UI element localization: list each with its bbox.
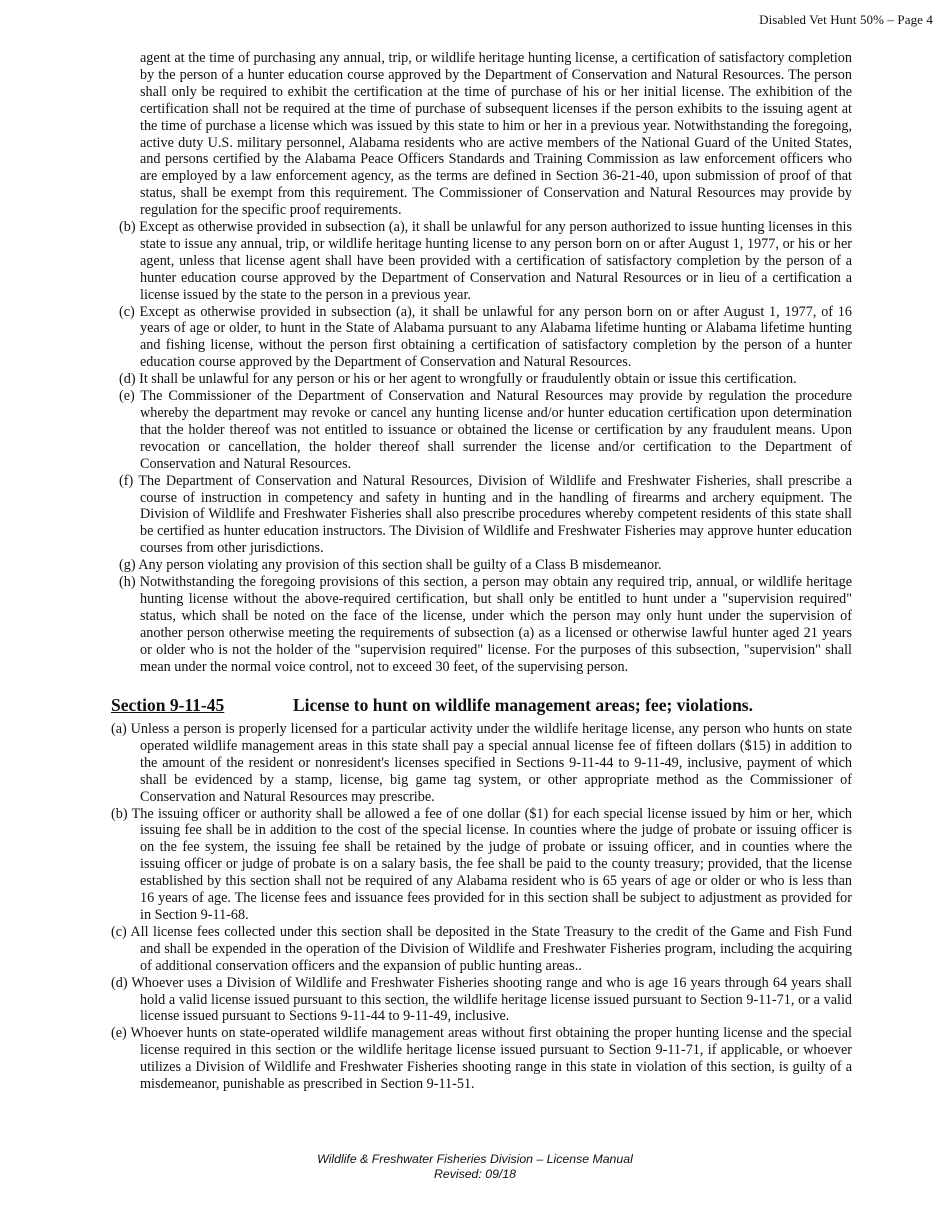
section-subsection-b: (b) The issuing officer or authority shall be allowed a fee of one dollar ($1) for each special license issued by him or her, which issuing fee shall be in addition to the cost of the special license. In counties where the judge of probate or issuing officer is on the fee system, the issuing fee shall be retained by the judge of probate or issuing officer, and in counties where the issuing officer or judge of probate is on a salary basis, the fee shall be paid to the county treasury; provided, that the license established by this section shall not be required of any Alabama resident who is 65 years of age or older or who is less than 16 years of age. The license fees and issuance fees provided for in this section shall be subject to adjustment as provided for in Section 9-11-68.: [111, 805, 852, 923]
subsection-g: (g) Any person violating any provision of this section shall be guilty of a Class B misdemeanor.: [119, 557, 662, 574]
footer-manual-title: Wildlife & Freshwater Fisheries Division – License Manual: [317, 1152, 633, 1166]
subsection-c: (c) Except as otherwise provided in subsection (a), it shall be unlawful for any person born on or after August 1, 1977, of 16 years of age or older, to hunt in the State of Alabama pursuant to any Alabama lifetime hunting or Alabama lifetime hunting and fishing license, without the person first obtaining a certification of satisfactory completion by the person of a hunter education course approved by the Department of Conservation and Natural Resources.: [119, 303, 852, 371]
continued-paragraph: agent at the time of purchasing any annual, trip, or wildlife heritage hunting license, a certification of satisfactory completion by the person of a hunter education course approved by the Department of Conservation and Natural Resources. The person shall only be required to exhibit the certification at the time of purchase of his or her initial license. The exhibition of the certification shall not be required at the time of purchase of subsequent licenses if the person exhibits to the issuing agent at the time of purchase a license which was issued by this state to him or her in a previous year. Notwithstanding the foregoing, active duty U.S. military personnel, Alabama residents who are active members of the National Guard of the United States, and persons certified by the Alabama Peace Officers Standards and Training Commission as law enforcement officers who are employed by a law enforcement agency, as the terms are defined in Section 36-21-40, upon submission of proof of that status, shall be exempt from this requirement. The Commissioner of Conservation and Natural Resources may provide by regulation for the specific proof requirements.: [140, 50, 852, 219]
page-footer: [0, 1152, 950, 1181]
footer-revision: Revised: 09/18: [433, 1166, 517, 1181]
subsection-f: (f) The Department of Conservation and Natural Resources, Division of Wildlife and Freshwater Fisheries, shall prescribe a course of instruction in competency and safety in hunting and in the handling of firearms and archery equipment. The Division of Wildlife and Freshwater Fisheries shall also prescribe procedures whereby competent residents of this state shall be certified as hunter education instructors. The Division of Wildlife and Freshwater Fisheries may approve hunter education courses from other jurisdictions.: [119, 472, 852, 557]
subsection-e: (e) The Commissioner of the Department of Conservation and Natural Resources may provide by regulation the procedure whereby the department may revoke or cancel any hunting license and/or hunter education certification upon determination that the holder thereof was not entitled to issuance or obtained the license or certification by any fraudulent means. Upon revocation or cancellation, the holder thereof shall surrender the license and/or certification to the Department of Conservation and Natural Resources.: [119, 388, 852, 472]
section-subsection-a: (a) Unless a person is properly licensed for a particular activity under the wildlife heritage license, any person who hunts on state operated wildlife management areas in this state shall pay a special annual license fee of fifteen dollars ($15) in addition to the amount of the resident or nonresident's licenses specified in Sections 9-11-44 to 9-11-49, inclusive, payment of which shall be evidenced by a stamp, license, big game tag system, or other appropriate method as the Commissioner of Conservation and Natural Resources may prescribe.: [111, 721, 852, 805]
section-number: Section 9-11-45: [111, 695, 225, 715]
section-subsection-d: (d) Whoever uses a Division of Wildlife and Freshwater Fisheries shooting range and who is age 16 years through 64 years shall hold a valid license issued pursuant to this section, the wildlife heritage license issued pursuant to Section 9-11-71, or a valid license issued pursuant to Sections 9-11-44 to 9-11-49, inclusive.: [111, 974, 852, 1025]
subsection-h: (h) Notwithstanding the foregoing provisions of this section, a person may obtain any required trip, annual, or wildlife heritage hunting license without the above-required certification, but shall only be entitled to hunt under a "supervision required" status, which shall be noted on the face of the license, under which the person may only hunt under the supervision of another person otherwise meeting the requirements of subsection (a) as a licensed or otherwise lawful hunter aged 21 years or older who is not the holder of the "supervision required" license. For the purposes of this subsection, "supervision" shall mean under the normal voice control, not to exceed 30 feet, of the supervising person.: [119, 574, 852, 675]
section-subsection-e: (e) Whoever hunts on state-operated wildlife management areas without first obtaining the proper hunting license and the special license required in this section or the wildlife heritage license issued pursuant to Section 9-11-71, if applicable, or whoever utilizes a Division of Wildlife and Freshwater Fisheries shooting range in this state in violation of this section, is guilty of a misdemeanor, punishable as prescribed in Section 9-11-51.: [111, 1025, 852, 1093]
section-title: License to hunt on wildlife management areas; fee; violations.: [293, 695, 753, 715]
section-heading: [111, 695, 852, 716]
section-9-11-45-list: [111, 721, 852, 1093]
prior-section-list: [119, 219, 852, 675]
subsection-d: (d) It shall be unlawful for any person or his or her agent to wrongfully or fraudulently obtain or issue this certification.: [119, 371, 797, 388]
page-header: Disabled Vet Hunt 50% – Page 4: [759, 12, 933, 27]
section-subsection-c: (c) All license fees collected under this section shall be deposited in the State Treasury to the credit of the Game and Fish Fund and shall be expended in the operation of the Division of Wildlife and Freshwater Fisheries program, including the acquiring of additional conservation officers and the expansion of public hunting areas..: [111, 923, 852, 974]
subsection-b: (b) Except as otherwise provided in subsection (a), it shall be unlawful for any person authorized to issue hunting licenses in this state to issue any annual, trip, or wildlife heritage hunting license to any person born on or after August 1, 1977, or his or her agent, unless that license agent shall have been provided with a certification of satisfactory completion by the person of a hunter education course approved by the Department of Conservation and Natural Resources or in lieu of a certification a license issued by the state to the person in a previous year.: [119, 219, 852, 303]
